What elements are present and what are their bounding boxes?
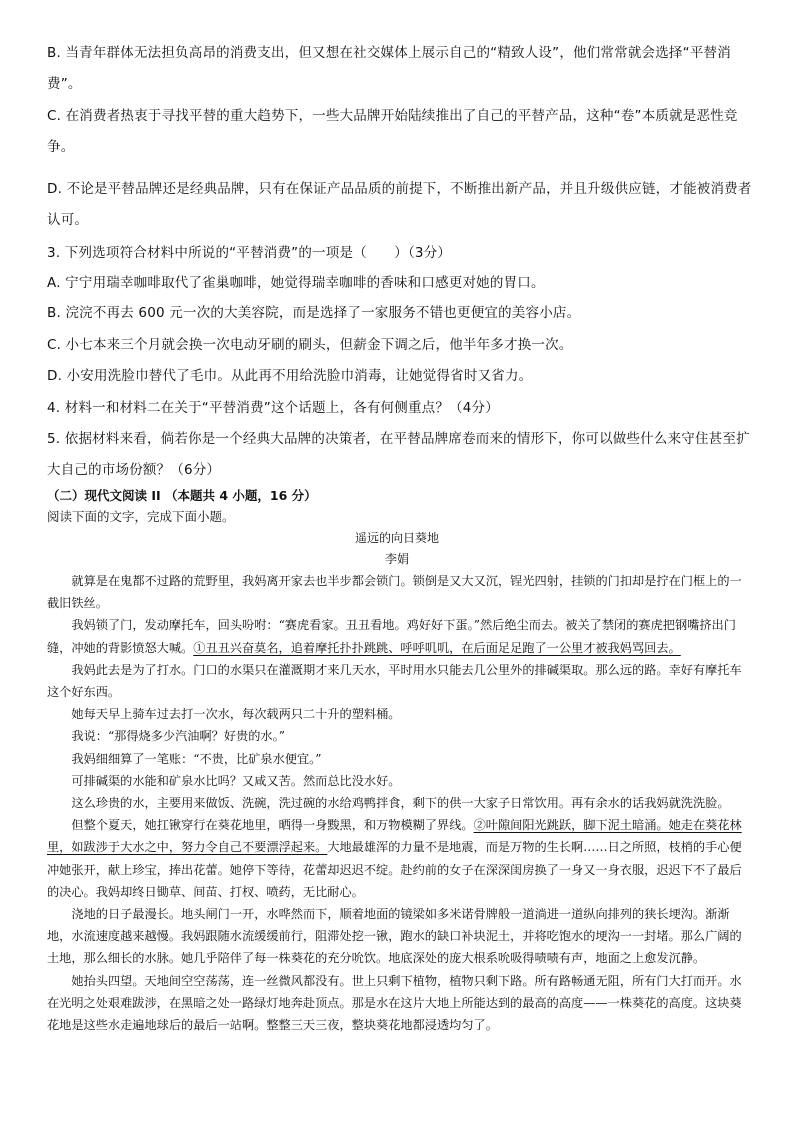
question-3-option-b: B. 浣浣不再去 600 元一次的大美容院，而是选择了一家服务不错也更便宜的美容小店。 (47, 305, 581, 321)
paragraph (47, 814, 750, 903)
paragraph: 这么珍贵的水，主要用来做饭、洗碗，洗过碗的水给鸡鸭拌食，剩下的供一大家子日常饮用。再有余水的话我妈就洗洗脸。 (71, 796, 730, 811)
paragraph: 我妈细细算了一笔账：“不贵，比矿泉水便宜。” (71, 751, 322, 766)
paragraph: 浇地的日子最漫长。地头闸门一开，水哗然而下，顺着地面的镜梁如多米诺骨牌般一道淌进一道纵向排列的狭长埂沟。渐渐地，水流速度越来越慢。我妈跟随水流缓缓前行，阻滞处挖一锹，跑水的缺口补块泥土，并将吃饱水的埂沟一一封堵。那么广阔的土地，那么细长的水脉。她几乎陪伴了每一株葵花的充分吮饮。地底深处的庞大根系吮吸得啧啧有声，地面之上愈发沉静。 (47, 907, 742, 966)
passage-author: 李娟 (384, 552, 409, 566)
question-4: 4. 材料一和材料二在关于“平替消费”这个话题上，各有何侧重点？（4分） (47, 400, 499, 416)
question-3-stem: 3. 下列选项符合材料中所说的“平替消费”的一项是（ ）（3分） (47, 245, 452, 261)
section-instruction: 阅读下面的文字，完成下面小题。 (47, 509, 235, 524)
paragraph: 她抬头四望。天地间空空荡荡，连一丝微风都没有。世上只剩下植物，植物只剩下路。所有路畅通无阻，所有门大打而开。水在光明之处艰难跋涉，在黑暗之处一路绿灯地奔赴顶点。那是水在这片大地上所能达到的最高的高度——一株葵花的高度。这块葵花地是这些水走遍地球后的最后一站啊。整整三天三夜，整块葵花地都浸透均匀了。 (47, 973, 742, 1033)
question-3-option-a: A. 宁宁用瑞幸咖啡取代了雀巢咖啡，她觉得瑞幸咖啡的香味和口感更对她的胃口。 (47, 275, 545, 291)
question-3-option-d: D. 小安用洗脸巾替代了毛巾。从此再不用给洗脸巾消毒，让她觉得省时又省力。 (47, 368, 533, 384)
paragraph: 就算是在鬼都不过路的荒野里，我妈离开家去也半步都会锁门。锁倒是又大又沉，锃光四射，挂锁的门扣却是拧在门框上的一截旧铁丝。 (47, 574, 742, 611)
option-b-text: B. 当青年群体无法担负高昂的消费支出，但又想在社交媒体上展示自己的“精致人设”，他们常常就会选择“平替消费”。 (47, 45, 731, 92)
paragraph-text: 但整个夏天，她扛锹穿行在葵花地里，晒得一身黢黑，和万物模糊了界线。 (71, 818, 474, 833)
underlined-sentence-1: ①丑丑兴奋莫名，追着摩托扑扑跳跳、呼呼叽叽，在后面足足跑了一公里才被我妈骂回去。 (193, 640, 681, 655)
paragraph (47, 614, 750, 658)
section-heading: （二）现代文阅读 II （本题共 4 小题，16 分） (47, 488, 317, 503)
question-3-option-c: C. 小七本来三个月就会换一次电动牙刷的刷头，但薪金下调之后，他半年多才换一次。 (47, 337, 573, 353)
question-5: 5. 依据材料来看，倘若你是一个经典大品牌的决策者，在平替品牌席卷而来的情形下，你可以做些什么来守住甚至扩大自己的市场份额？（6分） (47, 431, 750, 478)
paragraph: 我说：“那得烧多少汽油啊？好贵的水。” (71, 729, 285, 744)
option-c-text: C. 在消费者热衷于寻找平替的重大趋势下，一些大品牌开始陆续推出了自己的平替产品，这种“卷”本质就是恶性竞争。 (47, 108, 738, 155)
underlined-sentence-2: ②叶隙间阳光跳跃，脚下泥土暗涌。她走在葵花林里，如跋涉于大水之中，努力令自己不要漂浮起来。 (47, 818, 742, 855)
paragraph-text: 我妈锁了门，发动摩托车，回头吩咐：“赛虎看家。丑丑看地。鸡好好下蛋。”然后绝尘而去。被关了禁闭的赛虎把钢嘴挤出门缝，冲她的背影愤怒大喊。 (47, 618, 736, 655)
paragraph-text: 大地最雄浑的力量不是地震，而是万物的生长啊……日之所照，枝梢的手心便冲她张开，献上珍宝，捧出花蕾。她停下等待，花蕾却迟迟不绽。赴约前的女子在深深闺房换了一身又一身衣服，迟迟下不了最后的决心。我妈却终日锄草、间苗、打杈、喷药，无比耐心。 (47, 840, 742, 899)
paragraph: 她每天早上骑车过去打一次水，每次载两只二十升的塑料桶。 (71, 707, 401, 722)
passage-body (47, 570, 750, 1036)
option-d-text: D. 不论是平替品牌还是经典品牌，只有在保证产品品质的前提下，不断推出新产品，并且升级供应链，才能被消费者认可。 (47, 181, 752, 228)
paragraph: 我妈此去是为了打水。门口的水渠只在灌溉期才来几天水，平时用水只能去几公里外的排碱渠取。那么远的路。幸好有摩托车这个好东西。 (47, 662, 742, 700)
passage-title: 遥远的向日葵地 (354, 531, 439, 545)
paragraph: 可排碱渠的水能和矿泉水比吗？又咸又苦。然而总比没水好。 (71, 773, 401, 788)
